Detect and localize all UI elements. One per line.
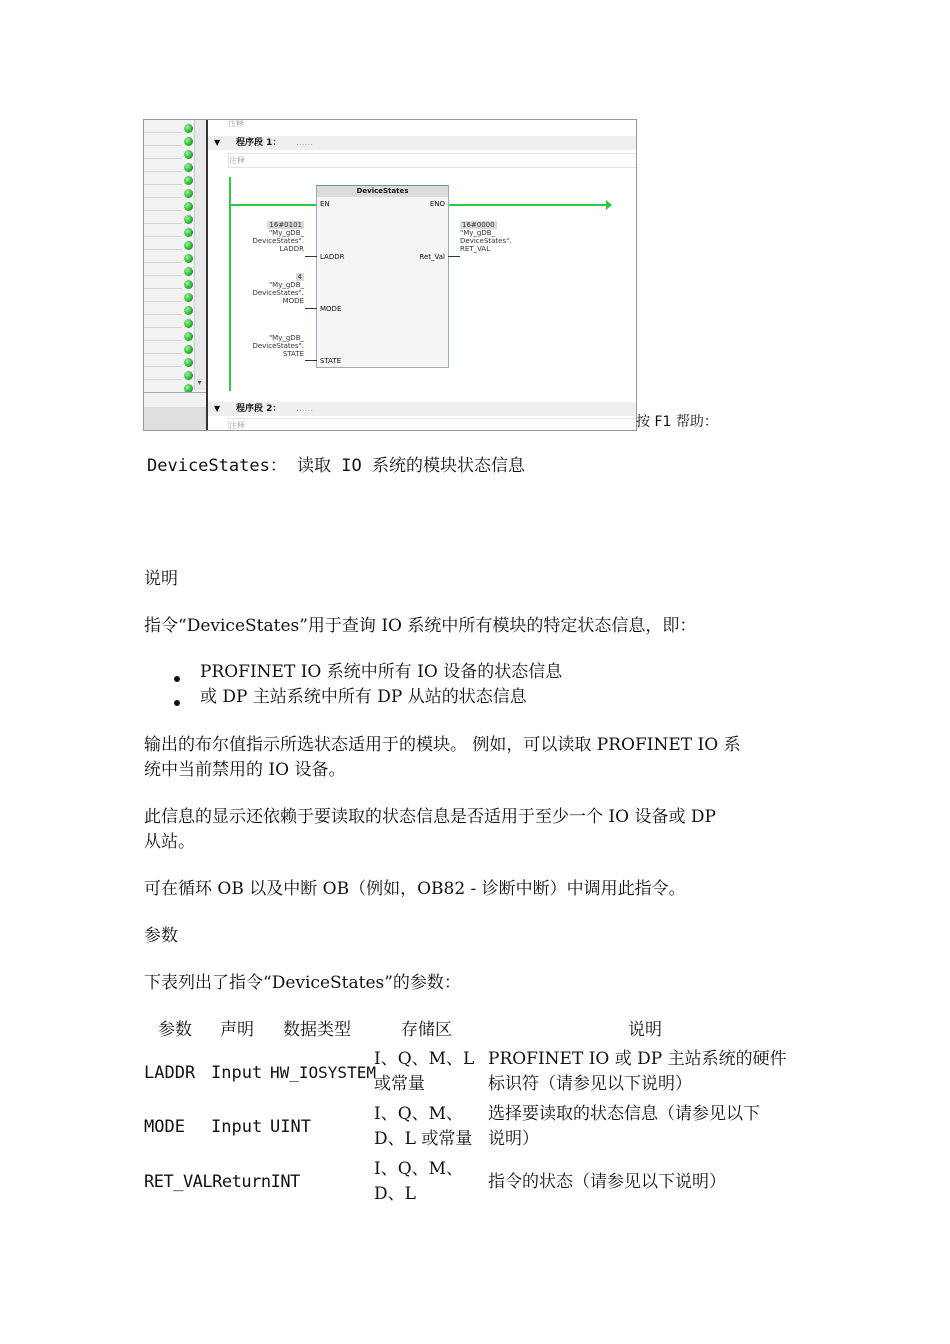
status-dot-icon <box>184 332 193 341</box>
status-dot-icon <box>184 228 193 237</box>
table-cell-area: I、Q、M、L <box>374 1049 475 1069</box>
segment-1-comment[interactable]: 注释 <box>228 153 637 168</box>
top-comment[interactable]: 注释 <box>228 119 244 128</box>
scroll-down-icon[interactable]: ▾ <box>197 378 202 387</box>
status-dot-icon <box>184 358 193 367</box>
ladder-screenshot <box>143 119 637 431</box>
segment-2-comment[interactable]: 注释 <box>228 418 637 431</box>
table-cell-param: MODE <box>144 1117 185 1137</box>
bullet-item: 或 DP 主站系统中所有 DP 从站的状态信息 <box>200 687 527 707</box>
block-title: DeviceStates <box>317 186 448 197</box>
table-header: 参数 <box>158 1020 192 1040</box>
status-dot-icon <box>184 241 193 250</box>
segment-2-header[interactable]: ▼ 程序段 2： ...... <box>208 402 636 416</box>
devicestates-block[interactable] <box>316 185 449 368</box>
status-dot-icon <box>184 267 193 276</box>
table-cell-desc: 指令的状态（请参见以下说明） <box>488 1172 726 1192</box>
pin-state: STATE <box>320 357 342 365</box>
page-heading: DeviceStates： 读取 IO 系统的模块状态信息 <box>147 456 525 476</box>
paragraph-line: 从站。 <box>144 832 195 852</box>
table-cell-desc: 选择要读取的状态信息（请参见以下 <box>488 1104 760 1124</box>
pin-eno: ENO <box>429 200 445 208</box>
table-cell-desc: 说明） <box>488 1129 539 1149</box>
table-cell-param: LADDR <box>144 1063 196 1083</box>
table-cell-area: 或常量 <box>374 1074 425 1094</box>
bullet-item: PROFINET IO 系统中所有 IO 设备的状态信息 <box>200 662 563 682</box>
table-header: 声明 <box>220 1020 254 1040</box>
status-dot-icon <box>184 150 193 159</box>
bullet-icon <box>174 700 180 706</box>
table-cell-desc: PROFINET IO 或 DP 主站系统的硬件 <box>488 1049 787 1069</box>
table-cell-type: UINT <box>270 1117 311 1137</box>
pin-mode: MODE <box>320 305 342 313</box>
status-dot-icon <box>184 280 193 289</box>
state-operand[interactable]: "My_gDB_ DeviceStates". STATE <box>252 334 304 358</box>
status-dot-icon <box>184 163 193 172</box>
status-dot-icon <box>184 293 193 302</box>
ret-val-operand[interactable]: 16#0000 "My_gDB_ DeviceStates". RET_VAL <box>460 221 512 253</box>
table-header: 存储区 <box>401 1020 452 1040</box>
paragraph-line: 统中当前禁用的 IO 设备。 <box>144 760 346 780</box>
pin-en: EN <box>320 200 330 208</box>
status-dot-icon <box>184 319 193 328</box>
status-dot-icon <box>184 176 193 185</box>
status-dot-icon <box>184 215 193 224</box>
status-dot-icon <box>184 124 193 133</box>
collapse-arrow-icon[interactable]: ▼ <box>214 404 221 413</box>
section-title-description: 说明 <box>144 569 178 589</box>
table-header: 说明 <box>628 1020 662 1040</box>
pin-laddr: LADDR <box>320 253 345 261</box>
status-dot-icon <box>184 202 193 211</box>
table-cell-desc: 标识符（请参见以下说明） <box>488 1074 692 1094</box>
table-header: 数据类型 <box>283 1020 351 1040</box>
table-cell-area: D、L <box>374 1184 416 1204</box>
paragraph-line: 此信息的显示还依赖于要读取的状态信息是否适用于至少一个 IO 设备或 DP <box>144 807 716 827</box>
section-title-parameters: 参数 <box>144 926 178 946</box>
bullet-icon <box>174 676 180 682</box>
table-cell-area: I、Q、M、 <box>374 1104 464 1124</box>
table-cell-type: HW_IOSYSTEM <box>270 1063 376 1082</box>
table-cell-area: D、L 或常量 <box>374 1129 473 1149</box>
power-rail <box>229 177 231 391</box>
paragraph-line: 输出的布尔值指示所选状态适用于的模块。 例如，可以读取 PROFINET IO 系 <box>144 735 741 755</box>
table-cell-param: RET_VALReturnINT <box>144 1172 300 1192</box>
status-dot-icon <box>184 189 193 198</box>
parameters-intro: 下表列出了指令“DeviceStates”的参数： <box>144 973 461 993</box>
collapse-arrow-icon[interactable]: ▼ <box>214 138 221 147</box>
status-dot-icon <box>184 254 193 263</box>
f1-help-hint: 按 F1 帮助： <box>636 414 718 430</box>
status-dot-icon <box>184 137 193 146</box>
table-cell-decl: Input <box>211 1063 263 1083</box>
table-cell-decl: Input <box>211 1117 263 1137</box>
laddr-operand[interactable]: 16#0101 "My_gDB_ DeviceStates". LADDR <box>252 221 304 253</box>
segment-1-header[interactable]: ▼ 程序段 1： ...... <box>208 136 636 150</box>
mode-operand[interactable]: 4 "My_gDB_ DeviceStates". MODE <box>252 273 304 305</box>
pin-ret-val: Ret_Val <box>419 253 445 261</box>
status-dot-icon <box>184 345 193 354</box>
network-gutter <box>144 120 208 430</box>
gutter-scrollbar[interactable] <box>194 120 206 390</box>
status-dot-icon <box>184 306 193 315</box>
intro-paragraph: 指令“DeviceStates”用于查询 IO 系统中所有模块的特定状态信息，即： <box>144 616 697 636</box>
status-dot-icon <box>184 371 193 380</box>
table-cell-area: I、Q、M、 <box>374 1159 464 1179</box>
paragraph: 可在循环 OB 以及中断 OB（例如，OB82 - 诊断中断）中调用此指令。 <box>144 879 686 899</box>
